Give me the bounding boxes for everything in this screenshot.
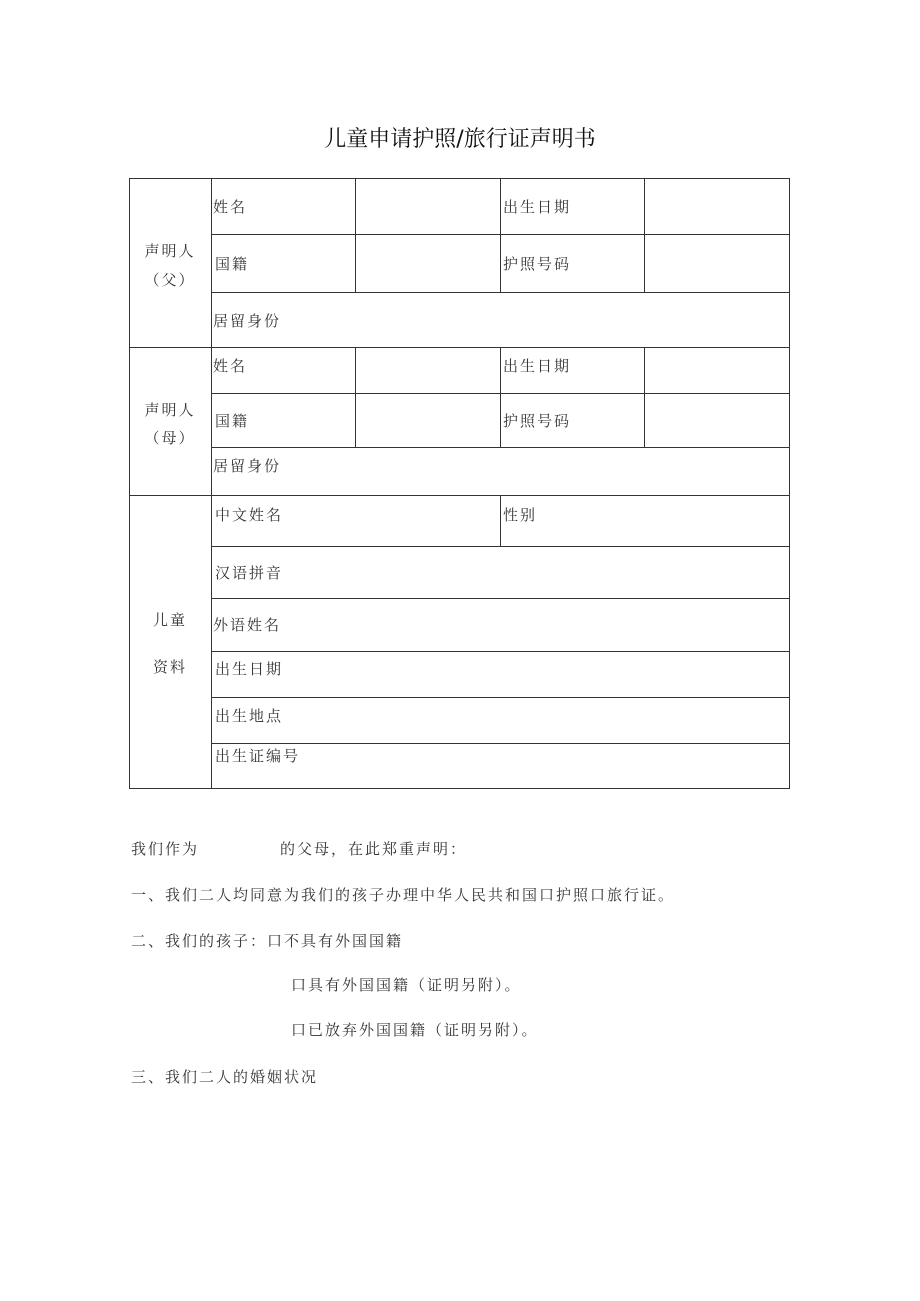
- row-divider: [211, 743, 790, 744]
- table-border-left: [129, 178, 130, 789]
- col-divider: [500, 495, 501, 546]
- declaration-intro-end: 的父母，在此郑重声明：: [280, 840, 468, 858]
- child-birthplace-label: 出生地点: [215, 707, 284, 725]
- declaration-item-2-option-3: 口已放弃外国国籍（证明另附）。: [291, 1021, 539, 1039]
- mother-residence-label: 居留身份: [213, 457, 282, 475]
- father-nationality-field[interactable]: [356, 235, 499, 291]
- declaration-item-3: 三、我们二人的婚姻状况: [131, 1068, 319, 1086]
- father-dob-label: 出生日期: [503, 198, 572, 216]
- child-group-sublabel: 资料: [152, 658, 187, 676]
- declaration-item-2-option-2: 口具有外国国籍（证明另附）。: [291, 976, 522, 994]
- father-nationality-label: 国籍: [215, 255, 250, 273]
- row-divider: [211, 651, 790, 652]
- father-group-label: 声明人: [144, 242, 196, 260]
- col-divider: [500, 347, 501, 447]
- declaration-item-1: 一、我们二人均同意为我们的孩子办理中华人民共和国口护照口旅行证。: [131, 886, 676, 904]
- row-divider: [211, 546, 790, 547]
- declaration-form-table: [129, 178, 790, 789]
- father-passport-field[interactable]: [645, 235, 788, 291]
- child-foreign-name-label: 外语姓名: [213, 616, 282, 634]
- mother-nationality-label: 国籍: [215, 412, 250, 430]
- declaration-intro-start: 我们作为: [131, 840, 200, 858]
- mother-name-field[interactable]: [356, 348, 499, 393]
- mother-group-sublabel: （母）: [144, 429, 196, 447]
- mother-dob-field[interactable]: [645, 348, 788, 393]
- child-gender-label: 性别: [503, 506, 538, 524]
- father-name-field[interactable]: [356, 179, 499, 234]
- mother-group-label: 声明人: [144, 401, 196, 419]
- mother-name-label: 姓名: [213, 357, 248, 375]
- father-dob-field[interactable]: [645, 179, 788, 234]
- table-border-bottom: [129, 788, 790, 789]
- father-residence-label: 居留身份: [213, 312, 282, 330]
- child-group-label: 儿童: [152, 611, 187, 629]
- group-separator-mother-child: [129, 495, 790, 496]
- row-divider: [211, 292, 790, 293]
- mother-passport-label: 护照号码: [503, 412, 572, 430]
- child-pinyin-label: 汉语拼音: [215, 564, 284, 582]
- declaration-item-2: 二、我们的孩子：口不具有外国国籍: [131, 932, 404, 950]
- mother-passport-field[interactable]: [645, 394, 788, 447]
- child-chinese-name-label: 中文姓名: [215, 506, 284, 524]
- mother-dob-label: 出生日期: [503, 357, 572, 375]
- child-birth-cert-label: 出生证编号: [215, 747, 301, 765]
- row-divider: [211, 697, 790, 698]
- mother-nationality-field[interactable]: [356, 394, 499, 447]
- father-name-label: 姓名: [213, 198, 248, 216]
- col-divider: [500, 178, 501, 292]
- father-passport-label: 护照号码: [503, 255, 572, 273]
- row-divider: [211, 598, 790, 599]
- page-title: 儿童申请护照/旅行证声明书: [324, 127, 596, 152]
- row-divider: [211, 447, 790, 448]
- child-dob-label: 出生日期: [215, 660, 284, 678]
- father-group-sublabel: （父）: [144, 271, 196, 289]
